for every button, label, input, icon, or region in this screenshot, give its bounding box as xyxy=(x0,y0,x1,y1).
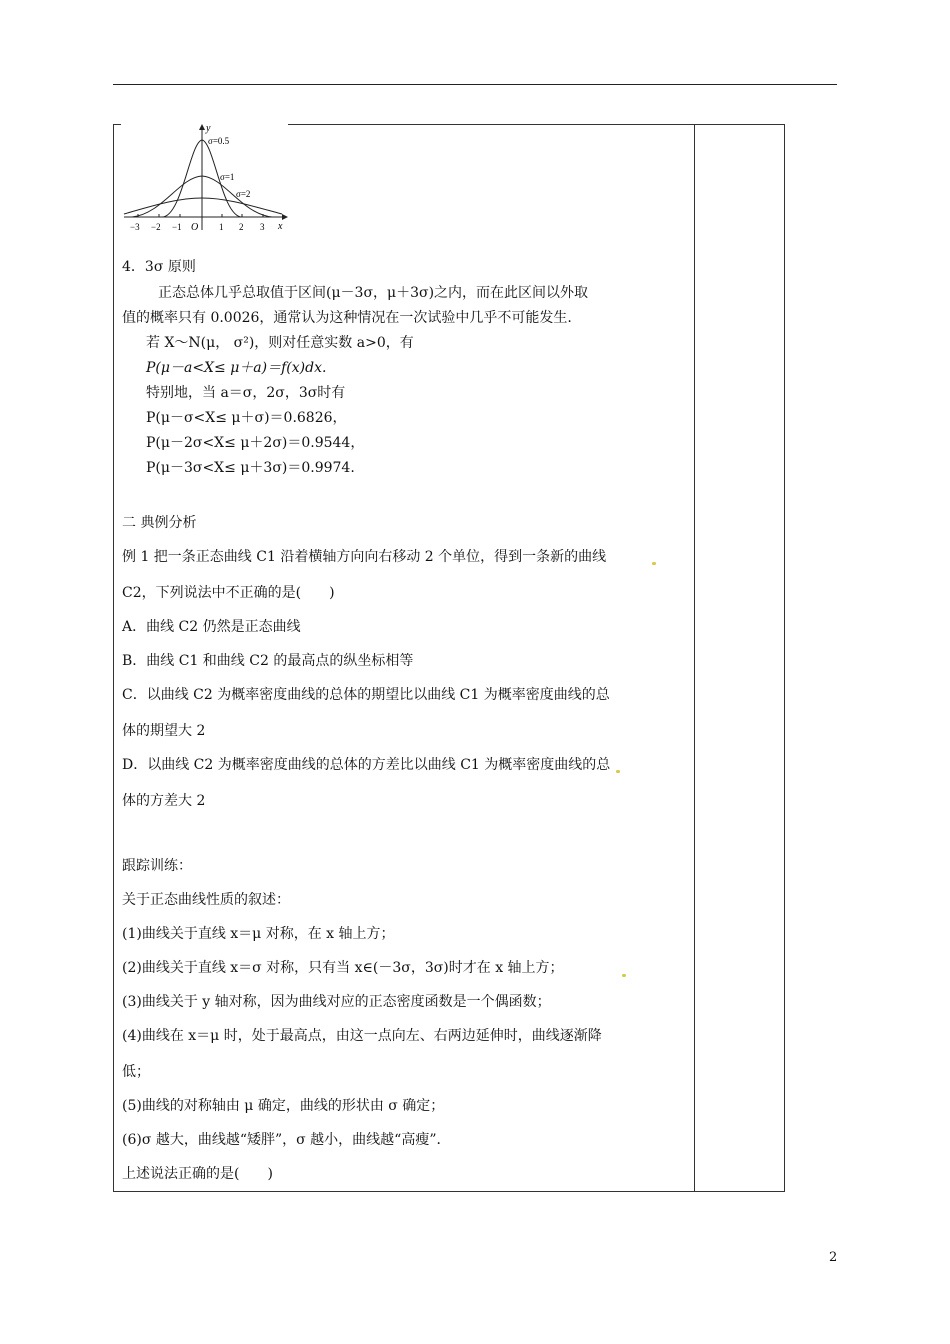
question-text: 例 1 把一条正态曲线 C1 沿着横轴方向向右移动 2 个单位，得到一条新的曲线 xyxy=(122,549,607,565)
tick-label: 1 xyxy=(219,222,224,232)
formula-line: P(μ－σ<X≤ μ＋σ)＝0.6826， xyxy=(146,410,347,426)
statement-6: (6)σ 越大，曲线越“矮胖”，σ 越小，曲线越“高瘦”． xyxy=(122,1132,451,1148)
practice-intro: 关于正态曲线性质的叙述： xyxy=(122,892,290,908)
y-axis-arrow xyxy=(199,124,205,130)
paragraph-line: 值的概率只有 0.0026，通常认为这种情况在一次试验中几乎不可能发生. xyxy=(122,310,572,326)
section-2-heading: 二 典例分析 xyxy=(122,515,197,531)
option-c: C．以曲线 C2 为概率密度曲线的总体的期望比以曲线 C1 为概率密度曲线的总 xyxy=(122,687,610,703)
y-axis-label: y xyxy=(206,123,211,134)
paragraph-line: 特别地，当 a＝σ，2σ，3σ时有 xyxy=(146,385,346,401)
tick-label: 3 xyxy=(260,222,265,232)
formula-line: P(μ－a<X≤ μ＋a)＝f(x)dx. xyxy=(146,360,327,376)
question-text: C2，下列说法中不正确的是( ) xyxy=(122,585,335,601)
statement-4: 低； xyxy=(122,1064,150,1080)
statement-2: (2)曲线关于直线 x＝σ 对称，只有当 x∈(－3σ，3σ)时才在 x 轴上方； xyxy=(122,960,564,976)
page-number: 2 xyxy=(829,1250,838,1265)
option-a: A．曲线 C2 仍然是正态曲线 xyxy=(122,619,301,635)
statement-3: (3)曲线关于 y 轴对称，因为曲线对应的正态密度函数是一个偶函数； xyxy=(122,994,551,1010)
practice-heading: 跟踪训练： xyxy=(122,858,192,874)
curve-sigma-2 xyxy=(124,198,282,214)
practice-question: 上述说法正确的是( ) xyxy=(122,1166,273,1182)
option-d: 体的方差大 2 xyxy=(122,793,206,809)
origin-label: O xyxy=(191,222,199,233)
table-column-divider xyxy=(694,124,695,1192)
curve-label-sigma-2: σ=2 xyxy=(236,189,251,199)
formula-line: 若 X～N(μ， σ²)，则对任意实数 a>0，有 xyxy=(146,335,414,351)
curve-label-sigma-0-5: σ=0.5 xyxy=(208,136,230,146)
statement-5: (5)曲线的对称轴由 μ 确定，曲线的形状由 σ 确定； xyxy=(122,1098,445,1114)
header-rule xyxy=(113,84,837,85)
statement-4: (4)曲线在 x＝μ 时，处于最高点，由这一点向左、右两边延伸时，曲线逐渐降 xyxy=(122,1028,602,1044)
option-b: B．曲线 C1 和曲线 C2 的最高点的纵坐标相等 xyxy=(122,653,414,669)
tick-label: −2 xyxy=(151,222,161,232)
formula-line: P(μ－3σ<X≤ μ＋3σ)＝0.9974. xyxy=(146,460,355,476)
section-4-heading: 4．3σ 原则 xyxy=(122,259,196,275)
formula-line: P(μ－2σ<X≤ μ＋2σ)＝0.9544， xyxy=(146,435,365,451)
x-axis-label: x xyxy=(278,221,283,232)
tick-label: 2 xyxy=(239,222,244,232)
option-d: D．以曲线 C2 为概率密度曲线的总体的方差比以曲线 C1 为概率密度曲线的总 xyxy=(122,757,611,773)
normal-curves-figure xyxy=(122,122,292,234)
statement-1: (1)曲线关于直线 x＝μ 对称，在 x 轴上方； xyxy=(122,926,395,942)
paragraph-line: 正态总体几乎总取值于区间(μ－3σ，μ＋3σ)之内，而在此区间以外取 xyxy=(158,285,589,301)
option-c: 体的期望大 2 xyxy=(122,723,206,739)
curve-label-sigma-1: σ=1 xyxy=(220,172,235,182)
tick-label: −1 xyxy=(172,222,182,232)
tick-label: −3 xyxy=(130,222,140,232)
x-axis-arrow xyxy=(282,214,288,220)
